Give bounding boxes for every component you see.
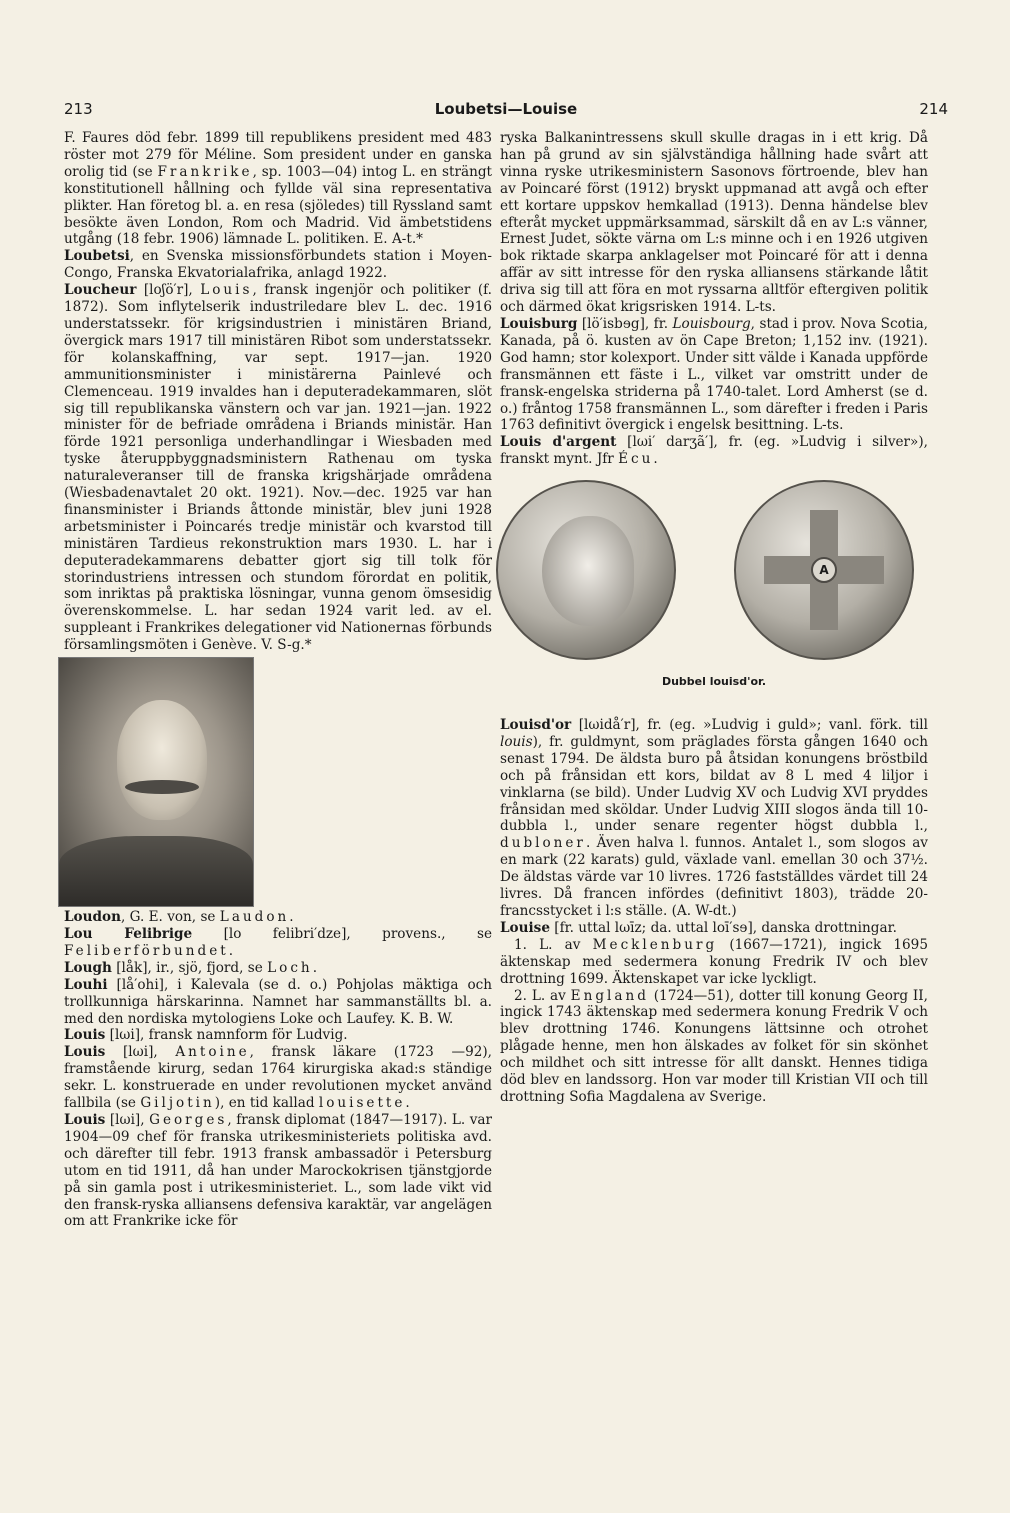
entry-lough: Lough [låk], ir., sjö, fjord, se Loch. xyxy=(64,959,318,976)
cross-reference-link[interactable]: Écu xyxy=(618,451,654,468)
entry-headword: Loubetsi xyxy=(64,248,130,265)
cross-reference-link[interactable]: Frankrike xyxy=(157,163,253,180)
entry-headword: Louhi xyxy=(64,976,108,993)
entry-headword: Loudon xyxy=(64,909,121,926)
portrait-moustache xyxy=(125,780,199,794)
entry-headword: Louis xyxy=(64,1027,106,1044)
coin-center-letter: A xyxy=(811,557,837,583)
portrait-coat xyxy=(59,836,253,906)
cross-reference-link[interactable]: louisette xyxy=(318,1095,406,1112)
coin-illustration xyxy=(496,480,936,660)
entry-continuation: F. Faures död febr. 1899 till republikens president med 483 röster mot 279 för Méline. Som president under en ganska orolig tid (se Frankrike, sp. 1003—04) intog L. en strängt konstitutionell hållning och fyllde väl sina representativa plikter. Han företog bl. a. en resa (sjöledes) till Ryssland samt besökte även London, Rom och Madrid. Vid ämbetstidens utgång (18 febr. 1906) lämnade L. politiken. E. A-t.* xyxy=(64,130,492,248)
page-number-right: 214 xyxy=(919,100,948,118)
cross-reference-link[interactable]: Giljotin xyxy=(140,1095,215,1112)
entry-louise: Louise [fr. uttal lωīz; da. uttal loī′sɘ], danska drottningar. xyxy=(500,919,897,936)
coin-obverse xyxy=(496,480,676,660)
entry-lou-felibrige: Lou Felibrige [lo felibri′dze], provens., se Feliberförbundet. xyxy=(64,926,492,959)
entry-loubetsi: Loubetsi, en Svenska missionsförbundets station i Moyen-Congo, Franska Ekvatorialafrika, anlagd 1922. xyxy=(64,248,492,282)
cross-reference-link[interactable]: Feliberförbundet xyxy=(64,942,229,959)
entry-louisdor: Louisd'or [lωidå′r], fr. (eg. »Ludvig i guld»; vanl. förk. till louis), fr. guldmynt, som präglades första gången 1640 och senast 1794. De äldsta buro på åtsidan konungens bröstbild och på frånsidan ett kors, bildat av 8 L med 4 liljor i vinklarna (se bild). Under Ludvig XV och Ludvig XVI pryddes frånsidan med sköldar. Under Ludvig XIII slogos ända till 10-dubbla l., under senare regenter högst dubbla l., dubloner. Även halva l. funnos. Antalet l., som slogos av en mark (22 karats) guld, växlade vanl. emellan 30 och 37½. De äldstas värde var 10 livres. 1726 fastställdes värdet till 24 livres. Då francen infördes (definitivt 1803), trädde 20-francsstycket i l:s ställe. (A. W-dt.) xyxy=(500,717,928,919)
figure-caption: Dubbel louisd'or. xyxy=(661,675,767,689)
running-title: Loubetsi—Louise xyxy=(434,100,578,118)
cross-reference-link[interactable]: Laudon xyxy=(219,909,290,926)
entry-louis-antoine: Louis [lωi], Antoine, fransk läkare (1723 —92), framstående kirurg, sedan 1764 kirurgiska akad:s ständige sekr. L. konstruerade en under revolutionen mycket använd fallbila (se Giljotin), en tid kallad louisette. xyxy=(64,1044,492,1112)
entry-loucheur: Loucheur [loʃö′r], Louis, fransk ingenjör och politiker (f. 1872). Som inflytelserik industriledare blev L. dec. 1916 understatssekr. för krigsindustrien i ministären Briand, övergick mars 1917 till ministären Ribot som understatssekr. för kolanskaffning, var sept. 1917—jan. 1920 ammunitionsminister i ministärerna Painlevé och Clemenceau. 1919 invaldes han i deputeradekammaren, slöt sig till republikanska vänstern och var jan. 1921—jan. 1922 minister för de befriade områdena i Briands ministär. Han förde 1921 personliga underhandlingar i Wiesbaden med tyske återuppbyggnadsministern Rathenau om tyska naturaleveranser till de franska krigshärjade områdena (Wiesbadenavtalet 20 okt. 1921). Nov.—dec. 1925 var han finansminister i Briands åttonde ministär, blev juni 1928 arbetsminister i Poincarés tredje ministär och kvarstod till ministären Tardieus rekonstruktion mars 1930. L. har i deputeradekammarens debatter gjort sig till tolk för storindustriens intressen och stundom förordat en politik, som inriktas på praktiska lösningar, vunna genom ömsesidig överenskommelse. L. har sedan 1924 varit led. av el. suppleant i Frankrikes delegationer vid Nationernas förbunds församlingsmöten i Genève. V. S-g.* xyxy=(64,282,492,654)
entry-louise-1: 1. L. av Mecklenburg (1667—1721), ingick 1695 äktenskap med sedermera konung Fredrik IV och blev drottning 1699. Äktenskapet var icke lyckligt. xyxy=(500,936,928,987)
page-header xyxy=(64,100,948,124)
entry-headword: Lou Felibrige xyxy=(64,926,193,942)
left-column xyxy=(64,130,492,1230)
entry-continuation: ryska Balkanintressens skull skulle dragas in i ett krig. Då han på grund av sin självständiga hållning hade svårt att vinna ryske utrikesministern Sasonovs förtroende, blev han av Poincaré först (1912) bryskt uppmanad att avgå och efter ett kortare uppskov hemkallad (1913). Denna händelse blev efteråt mycket uppmärksammad, särskilt då en av L:s vänner, Ernest Judet, sökte värna om L:s minne och i en 1926 utgiven bok riktade skarpa anklagelser mot Poincaré för att i denna affär av sitt intresse för den ryska alliansens stärkande låtit driva sig till att föra en mot ryssarna alltför eftergiven politik och därmed ökat krigsrisken 1914. L-ts. xyxy=(500,130,928,316)
entry-headword: Louis d'argent xyxy=(500,434,617,451)
cross-reference-link[interactable]: dubloner xyxy=(500,835,586,852)
right-column xyxy=(500,130,928,1106)
page-number-left: 213 xyxy=(64,100,93,118)
portrait-photo xyxy=(58,657,254,907)
cross-reference-link[interactable]: Loch xyxy=(267,959,313,976)
entry-headword: Louise xyxy=(500,919,550,936)
entry-louis: Louis [lωi], fransk namnform för Ludvig. xyxy=(64,1027,348,1044)
entry-louise-2: 2. L. av England (1724—51), dotter till konung Georg II, ingick 1743 äktenskap med sedermera konung Fredrik V och blev drottning 1746. Konungens lättsinne och otrohet plågade henne, men hon älskades av folket för sin skönhet och mildhet och sitt intresse för allt danskt. Hennes tidiga död blev en landssorg. Hon var moder till Kristian VII och till drottning Sofia Magdalena av Sverige. xyxy=(500,987,928,1105)
coin-reverse xyxy=(734,480,914,660)
coin-bust xyxy=(542,516,634,626)
entry-headword: Louis xyxy=(64,1111,106,1128)
entry-louisburg: Louisburg [lö′isbɘg], fr. Louisbourg, stad i prov. Nova Scotia, Kanada, på ö. kusten av ön Cape Breton; 1,152 inv. (1921). God hamn; stor kolexport. Under sitt välde i Kanada uppförde fransmännen ett fäste i L., vilket var omstritt under de fransk-engelska striderna på 1740-talet. Lord Amherst (se d. o.) fråntog 1758 fransmännen L., som därefter i freden i Paris 1763 definitivt övergick i engelsk besittning. L-ts. xyxy=(500,315,929,434)
entry-headword: Louisburg xyxy=(500,315,578,332)
entry-headword: Loucheur xyxy=(64,282,137,299)
portrait-face xyxy=(117,700,207,820)
entry-louis-georges: Louis [lωi], Georges, fransk diplomat (1847—1917). L. var 1904—09 chef för franska utrikesministeriets politiska avd. och därefter till febr. 1913 fransk ambassadör i Petersburg utom en tid 1911, då han under Marockokrisen tjänstgjorde på sin gamla post i utrikesministeriet. L., som lade vikt vid den fransk-ryska alliansens defensiva karaktär, var angelägen om att Frankrike icke för xyxy=(64,1111,492,1230)
entry-louhi: Louhi [lå′ohi], i Kalevala (se d. o.) Pohjolas mäktiga och trollkunniga härskarinna. Namnet har sammanställts bl. a. med den nordiska mytologiens Loke och Laufey. K. B. W. xyxy=(64,976,492,1027)
entry-headword: Lough xyxy=(64,959,112,976)
entry-headword: Louisd'or xyxy=(500,717,572,734)
entry-louis-dargent: Louis d'argent [lωi′ darʒã′], fr. (eg. »Ludvig i silver»), franskt mynt. Jfr Écu. xyxy=(500,434,929,468)
entry-loudon: Loudon, G. E. von, se Laudon. xyxy=(64,909,294,926)
entry-headword: Louis xyxy=(64,1044,106,1061)
